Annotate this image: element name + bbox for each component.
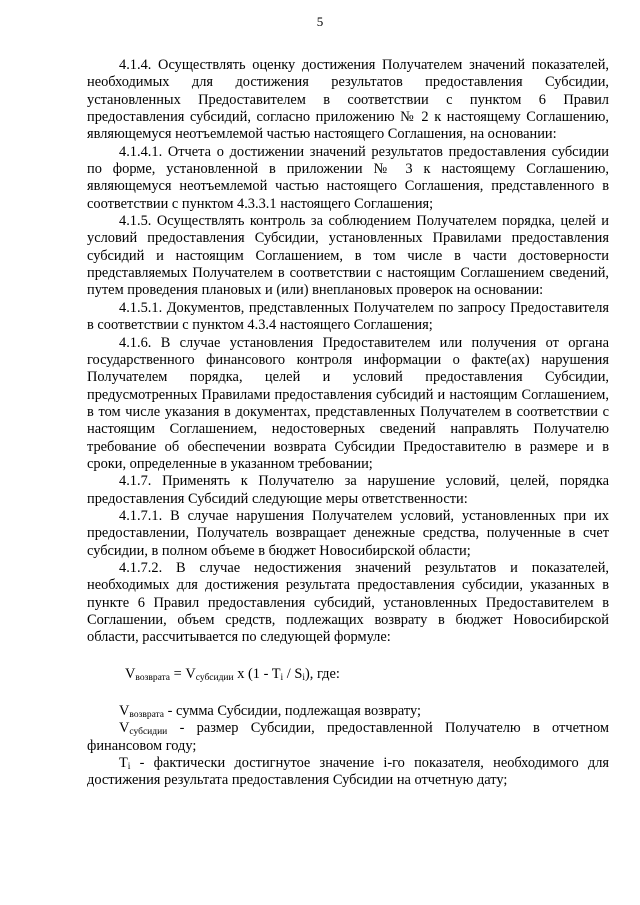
definition-sub: i: [127, 762, 131, 773]
paragraph-4-1-5-1: 4.1.5.1. Документов, представленных Получателем по запросу Предоставителя в соответствии с пунктом 4.3.4 настоящего Соглашения;: [87, 299, 609, 334]
definition-text: - сумма Субсидии, подлежащая возврату;: [164, 703, 421, 720]
definition-sub: возврата: [129, 710, 165, 721]
paragraph-4-1-7-2: 4.1.7.2. В случае недостижения значений результатов и показателей, необходимых для достижения результата предоставления субсидии, указанных в пункте 6 Правил предоставления субсидий, установленных Предоставителем в Соглашении, объем средств, подлежащих возврату в бюджет Новосибирской области, рассчитывается по следующей формуле:: [87, 559, 609, 646]
paragraph-4-1-6: 4.1.6. В случае установления Предоставителем или получения от органа государственного финансового контроля информации о факте(ах) нарушения Получателем порядка, целей и условий предоставления Субсидии, предусмотренных Правилами предоставления субсидий и настоящим Соглашением, в том числе указания в документах, представленных Получателем в соответствии с настоящим Соглашением, недостоверных сведений направлять Получателю требование об обеспечении возврата Субсидии Предоставителю в размере и в сроки, определенные в указанном требовании;: [87, 334, 609, 472]
definition-text: - фактически достигнутое значение i-го показателя, необходимого для достижения результата предоставления Субсидии на отчетную дату;: [87, 755, 609, 789]
paragraph-4-1-7-1: 4.1.7.1. В случае нарушения Получателем условий, установленных при их предоставлении, Получатель возвращает денежные средства, полученные в счет субсидии, в полном объеме в бюджет Новосибирской области;: [87, 507, 609, 559]
paragraph-4-1-4: 4.1.4. Осуществлять оценку достижения Получателем значений показателей, необходимых для достижения результатов предоставления Субсидии, установленных Предоставителем в соответствии с пунктом 6 Правил предоставления субсидий, согласно приложению № 2 к настоящему Соглашению, являющемуся неотъемлемой частью настоящего Соглашения, на основании:: [87, 57, 609, 143]
formula-rhs: V: [185, 665, 196, 682]
definition-symbol: T: [119, 755, 128, 772]
definition-v-subsidy: [87, 720, 609, 755]
formula-slash: / S: [283, 665, 303, 682]
formula-lhs-sub: возврата: [135, 672, 171, 683]
formula-s-sub: i: [302, 672, 305, 683]
formula-lhs: V: [125, 665, 136, 682]
paragraph-4-1-4-1: 4.1.4.1. Отчета о достижении значений результатов предоставления субсидии по форме, установленной в приложении № 3 к настоящему Соглашению, являющемуся неотъемлемой частью настоящего Соглашения, представленного в соответствии с пунктом 4.3.3.1 настоящего Соглашения;: [87, 143, 609, 212]
definition-t-i: [87, 755, 609, 790]
document-body: [87, 57, 609, 790]
formula-t-sub: i: [280, 672, 284, 683]
definition-v-refund: [87, 703, 609, 720]
formula-tail: ), где:: [305, 665, 340, 682]
formula-rhs-sub: субсидии: [195, 672, 234, 683]
page-number: 5: [316, 14, 324, 29]
definition-sub: субсидии: [129, 727, 168, 738]
definition-text: - размер Субсидии, предоставленной Получателю в отчетном финансовом году;: [87, 720, 609, 754]
definition-symbol: V: [119, 720, 130, 737]
refund-formula: [87, 666, 609, 683]
definition-symbol: V: [119, 703, 130, 720]
formula-eq: =: [170, 665, 186, 682]
paragraph-4-1-5: 4.1.5. Осуществлять контроль за соблюдением Получателем порядка, целей и условий предоставления Субсидии, установленных Правилами предоставления субсидий и настоящим Соглашением, в том числе в части достоверности представляемых Получателем в соответствии с настоящим Соглашением сведений, путем проведения плановых и (или) внеплановых проверок на основании:: [87, 213, 609, 299]
paragraph-4-1-7: 4.1.7. Применять к Получателю за нарушение условий, целей, порядка предоставления Субсидий следующие меры ответственности:: [87, 473, 609, 507]
formula-mid: x (1 - T: [233, 665, 281, 682]
